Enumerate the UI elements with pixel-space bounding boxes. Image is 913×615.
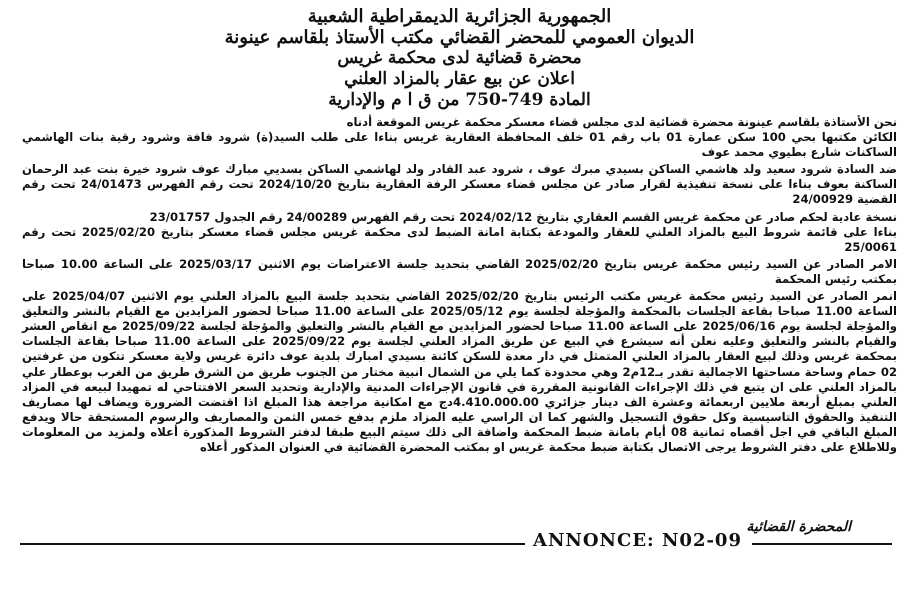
- notice-footer: [0, 528, 913, 558]
- body-paragraph-conditions: بناءا على قائمة شروط البيع بالمزاد العلني للعقار والمودعة بكتابة امانة الضبط لدى محكمة غريس مجلس قضاء معسكر بتاريخ 2025/02/20 تحت رقم 25/0061: [22, 224, 897, 254]
- footer-rule-right: [752, 543, 892, 545]
- body-paragraph-objections: الامر الصادر عن السيد رئيس محكمة غريس بتاريخ 2025/02/20 القاضي بتحديد جلسة الاعتراضات يوم الاثنين 2025/03/17 على الساعة 10.00 صباحا بمكتب رئيس المحكمة: [22, 256, 897, 286]
- header-articles: المادة 749-750 من ق ا م والإدارية: [328, 90, 591, 110]
- header-bailiff: محضرة قضائية لدى محكمة غريس: [337, 48, 582, 68]
- notice-body: [22, 115, 897, 455]
- notice-header: [22, 6, 897, 111]
- header-office: الديوان العمومي للمحضر القضائي مكتب الأستاذ بلقاسم عينونة: [224, 27, 695, 48]
- body-paragraph-defendants: ضد السادة شرود سعيد ولد هاشمي الساكن بسيدي مبرك عوف ، شرود عبد القادر ولد لهاشمي الساكن بسديي مبارك عوف شرود خيرة بنت عبد الرحمان الساكنة بعوف بناءا على نسخة تنفيذية لقرار صادر عن مجلس قضاء معسكر الرفة العقارية بتاريخ 2024/10/20 تحت رقم الفهرس 24/01473 تحت رقم القضية 24/00929: [22, 162, 897, 207]
- header-announcement-title: اعلان عن بيع عقار بالمزاد العلني: [344, 69, 575, 89]
- footer-rule-left: [20, 543, 525, 545]
- body-paragraph-applicant: الكائن مكتبها بحي 100 سكن عمارة 01 باب رقم 01 خلف المحافظة العقارية غريس بناءا على طلب السيد(ة) شرود فافة وشرود رقية بنات الهاشمي الساكنات شارع بطيوي محمد عوف: [22, 130, 897, 160]
- body-paragraph-judgment: نسخة عادية لحكم صادر عن محكمة غريس القسم العقاري بتاريخ 2024/02/12 تحت رقم الفهرس 24/00289 رقم الجدول 23/01757: [149, 209, 897, 224]
- announcement-number: ANNONCE: N02-09: [533, 530, 742, 551]
- body-paragraph-intro: نحن الأستاذة بلقاسم عينونة محضرة قضائية لدى مجلس قضاء معسكر محكمة غريس الموقعة أدناه: [346, 115, 897, 129]
- signature-bailiff: المحضرة القضائية: [746, 519, 851, 535]
- header-republic: الجمهورية الجزائرية الديمقراطية الشعبية: [307, 6, 612, 27]
- body-paragraph-sale: انمر الصادر عن السيد رئيس محكمة غريس مكتب الرئيس بتاريخ 2025/02/20 القاضي بتحديد جلسة البيع بالمزاد العلني يوم الاثنين 2025/04/07 على الساعة 11.00 صباحا بقاعة الجلسات بالمحكمة والمؤجلة لجلسة يوم 2025/05/12 على الساعة 11.00 صباحا لحضور المزايدين مع القيام بالنشر والتعليق والمؤجلة لجلسة يوم 2025/06/16 على الساعة 11.00 صباحا لحضور المزايدين مع القيام بالنشر والتعليق والمؤجلة لجلسة 2025/09/22 مع انقاص العشر والقيام بالنشر والتعليق وعليه نعلن أنه سيشرع في البيع عن طريق المزاد العلني لجلسة يوم 2025/09/22 على الساعة 11.00 صباحا بقاعة الجلسات بمحكمة غريس وذلك لبيع العقار بالمزاد العلني المتمثل في دار معدة للسكن كائنة بسيدي امبارك بلدية عوف دائرة غريس ولاية معسكر تتكون من غرفتين 02 حمام وساحة مساحتها الاجمالية تقدر بـ12م2 وهي محدودة كما يلي من الشمال انبية مختار من الجنوب طريق من الشرق طريق من الغرب بوعطار علي بالمزاد العلني على ان يتبع في ذلك الإجراءات القانونية المقررة في قانون الإجراءات المدنية والإدارية وتحديد السعر الافتتاحي له تمهيدا لبيعه في المزاد العلني بمبلغ أربعة ملايين اربعمائة وعشرة الف دينار جزائري 4.410.000.00دج مع امكانية مراجعة هذا المبلغ اذا اقتضت الضرورة ويضاف لها مصاريف التنفيذ والحقوق التاسيسية وكل حقوق التسجيل والشهر كما ان الراسي عليه المزاد ملزم بدفع خمس الثمن والمصاريف والرسوم المستحقة حالا ويدفع المبلغ الباقي في اجل أقصاه ثمانية 08 أيام بامانة ضبط المحكمة واضافة الى ذلك سيتم البيع طبقا لدفتر الشروط المذكورة أعلاه ولمزيد من المعلومات وللاطلاع على دفتر الشروط يرجى الاتصال بكتابة ضبط محكمة غريس او بمكتب المحضرة القضائية في العنوان المذكور أعلاه: [22, 289, 898, 454]
